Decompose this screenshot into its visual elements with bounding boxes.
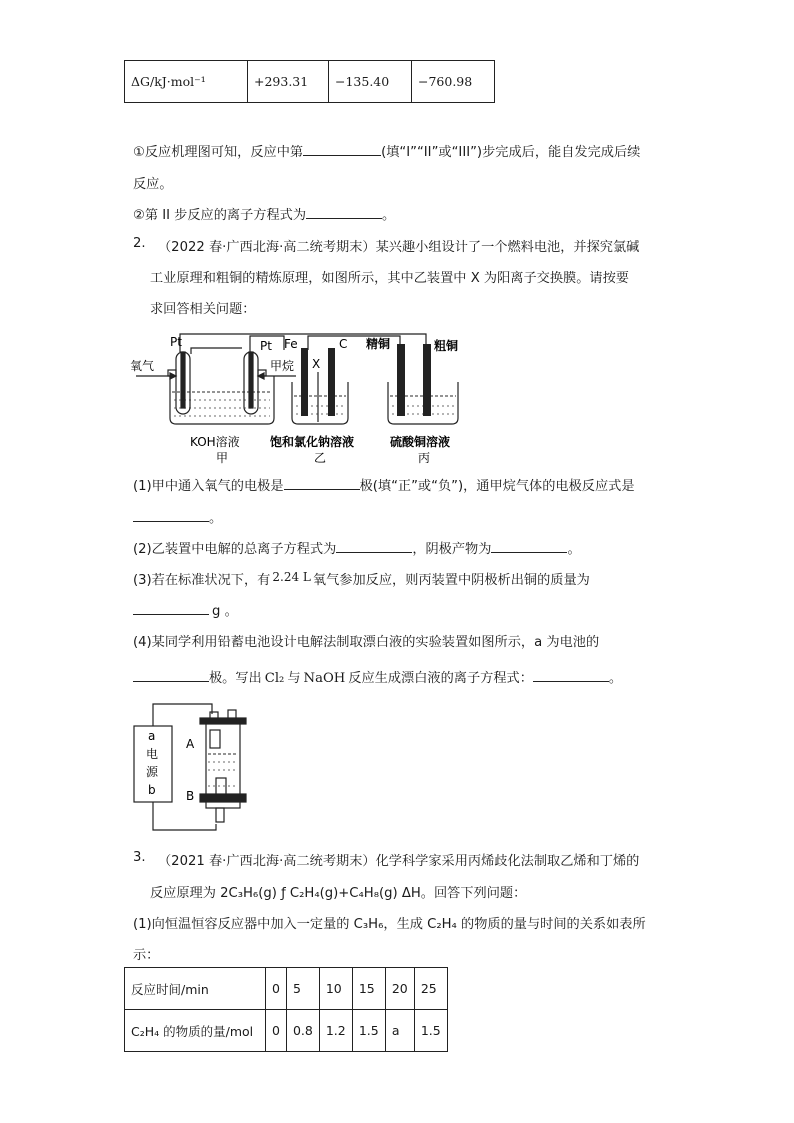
q2-number: 2. xyxy=(133,236,146,251)
electrode-fine-cu xyxy=(397,344,405,416)
beaker-yi xyxy=(292,372,348,424)
delta-g-value-2: −135.40 xyxy=(329,61,412,103)
table-cell: 1.2 xyxy=(319,1010,352,1052)
label-sol-jia: KOH溶液 xyxy=(190,435,240,449)
q1-sub2-end: 。 xyxy=(382,208,396,223)
q2-p2-text-a: (2)乙装置中电解的总离子方程式为 xyxy=(133,542,337,557)
q2-p4-text-e: 。 xyxy=(608,671,623,686)
label-fe: Fe xyxy=(284,337,298,351)
electrode-crude-cu xyxy=(423,344,431,416)
label-yi: 乙 xyxy=(314,451,327,465)
label-jia: 甲 xyxy=(216,451,229,465)
q2-line3: 求回答相关问题： xyxy=(150,302,256,317)
label-oxygen: 氧气 xyxy=(130,359,155,373)
q2-p3-text-c: g 。 xyxy=(212,604,238,619)
table-cell: 5 xyxy=(286,968,319,1010)
q1-sub1-cont: 反应。 xyxy=(133,177,173,192)
q2-p4-naoh: NaOH xyxy=(303,671,346,686)
q2-p4-text-d: 反应生成漂白液的离子方程式： xyxy=(348,671,533,686)
q2-p1-text-a: (1)甲中通入氧气的电极是 xyxy=(133,479,284,494)
q1-sub1-text-a: ①反应机理图可知，反应中第 xyxy=(133,145,304,160)
q2-p4-text-c: 与 xyxy=(287,671,301,686)
table-row1-label: 反应时间/min xyxy=(125,968,266,1010)
q3-line1: （2021 春·广西北海·高二统考期末）化学科学家采用丙烯歧化法制取乙烯和丁烯的 xyxy=(158,854,640,869)
label-fine-cu: 精铜 xyxy=(366,337,391,351)
electrolysis-cell-diagram xyxy=(128,700,258,840)
q1-sub1-blank[interactable] xyxy=(303,143,381,156)
q2-p1-cont xyxy=(133,507,222,526)
q2-p3-text-a: (3)若在标准状况下，有 xyxy=(133,573,271,588)
cell-label-yuan: 源 xyxy=(146,765,159,779)
table-cell: 0.8 xyxy=(286,1010,319,1052)
q2-p2-line xyxy=(133,538,581,557)
q2-p3-text-b: 氧气参加反应，则丙装置中阴极析出铜的质量为 xyxy=(312,573,590,588)
label-c: C xyxy=(339,337,348,351)
cell-label-a: a xyxy=(148,729,156,743)
table-row xyxy=(125,1010,448,1052)
q2-line1: （2022 春·广西北海·高二统考期末）某兴趣小组设计了一个燃料电池，并探究氯碱 xyxy=(158,240,640,255)
label-pt1: Pt xyxy=(170,335,182,349)
label-x: X xyxy=(312,357,321,371)
q2-p3-line xyxy=(133,569,590,588)
table-row2-label: C₂H₄ 的物质的量/mol xyxy=(125,1010,266,1052)
q3-line2: 反应原理为 2C₃H₆(g) ƒ C₂H₄(g)+C₄H₈(g) ΔH。回答下列问题： xyxy=(150,886,527,901)
q2-p2-blank-2[interactable] xyxy=(491,540,567,553)
q2-p3-blank[interactable] xyxy=(133,602,209,615)
electrode-c xyxy=(328,348,335,416)
q2-line2: 工业原理和粗铜的精炼原理，如图所示，其中乙装置中 X 为阳离子交换膜。请按要 xyxy=(150,271,629,286)
table-cell: a xyxy=(385,1010,414,1052)
q2-p3-volume: 2.24 L xyxy=(272,570,311,584)
electrode-A xyxy=(210,730,220,748)
c2h4-time-table xyxy=(124,967,448,1052)
label-pt2: Pt xyxy=(260,339,272,353)
q2-p4-text-b: 极。写出 xyxy=(209,671,262,686)
q1-sub2-text: ②第 II 步反应的离子方程式为 xyxy=(133,208,307,223)
delta-g-label: ΔG/kJ·mol⁻¹ xyxy=(125,61,248,103)
q2-p4-cont xyxy=(133,667,622,686)
table-cell: 15 xyxy=(352,968,385,1010)
q1-sub2-line xyxy=(133,204,395,223)
q2-p2-text-b: ，阴极产物为 xyxy=(412,542,492,557)
table-cell: 0 xyxy=(266,1010,287,1052)
label-methane: 甲烷 xyxy=(270,359,295,373)
q2-p1-text-b: 极(填“正”或“负”)，通甲烷气体的电极反应式是 xyxy=(359,479,635,494)
q2-p2-text-c: 。 xyxy=(567,542,581,557)
electrode-fe xyxy=(301,348,308,416)
q2-p4-blank-1[interactable] xyxy=(133,669,209,682)
cell-label-dian: 电 xyxy=(146,747,159,761)
q2-p4-cl2: Cl₂ xyxy=(264,671,285,686)
q3-line3: (1)向恒温恒容反应器中加入一定量的 C₃H₆，生成 C₂H₄ 的物质的量与时间的关系如表所 xyxy=(133,917,646,932)
label-bing: 丙 xyxy=(418,451,431,465)
table-cell: 20 xyxy=(385,968,414,1010)
q3-number: 3. xyxy=(133,850,146,865)
label-sol-bing: 硫酸铜溶液 xyxy=(390,435,451,449)
q1-sub1-line xyxy=(133,141,640,160)
electrode-o2 xyxy=(176,352,190,414)
cell-label-B: B xyxy=(186,789,195,803)
cell-label-b: b xyxy=(148,783,156,797)
q1-sub2-blank[interactable] xyxy=(306,206,382,219)
table-cell: 10 xyxy=(319,968,352,1010)
q3-line4: 示： xyxy=(133,948,160,963)
q1-sub1-text-b: (填“I”“II”或“III”)步完成后，能自发完成后续 xyxy=(381,145,641,160)
delta-g-value-1: +293.31 xyxy=(248,61,329,103)
q2-p1-blank-1[interactable] xyxy=(284,477,360,490)
delta-g-value-3: −760.98 xyxy=(412,61,495,103)
table-cell: 25 xyxy=(414,968,447,1010)
cell-label-A: A xyxy=(186,737,195,751)
label-sol-yi: 饱和氯化钠溶液 xyxy=(270,435,355,449)
table-cell: 1.5 xyxy=(414,1010,447,1052)
q2-p2-blank-1[interactable] xyxy=(336,540,412,553)
table-cell: 1.5 xyxy=(352,1010,385,1052)
q2-p4-blank-2[interactable] xyxy=(533,669,609,682)
q2-p3-cont xyxy=(133,600,238,619)
q2-p1-text-c: 。 xyxy=(209,511,223,526)
electrode-B xyxy=(216,778,226,796)
q2-p1-line xyxy=(133,475,635,494)
table-row xyxy=(125,968,448,1010)
q2-p4-line: (4)某同学利用铅蓄电池设计电解法制取漂白液的实验装置如图所示，a 为电池的 xyxy=(133,635,600,650)
electrode-ch4 xyxy=(244,352,258,414)
delta-g-table xyxy=(124,60,495,103)
electrochem-apparatus-diagram xyxy=(128,326,468,468)
table-cell: 0 xyxy=(266,968,287,1010)
q2-p1-blank-2[interactable] xyxy=(133,509,209,522)
label-crude-cu: 粗铜 xyxy=(434,339,459,353)
